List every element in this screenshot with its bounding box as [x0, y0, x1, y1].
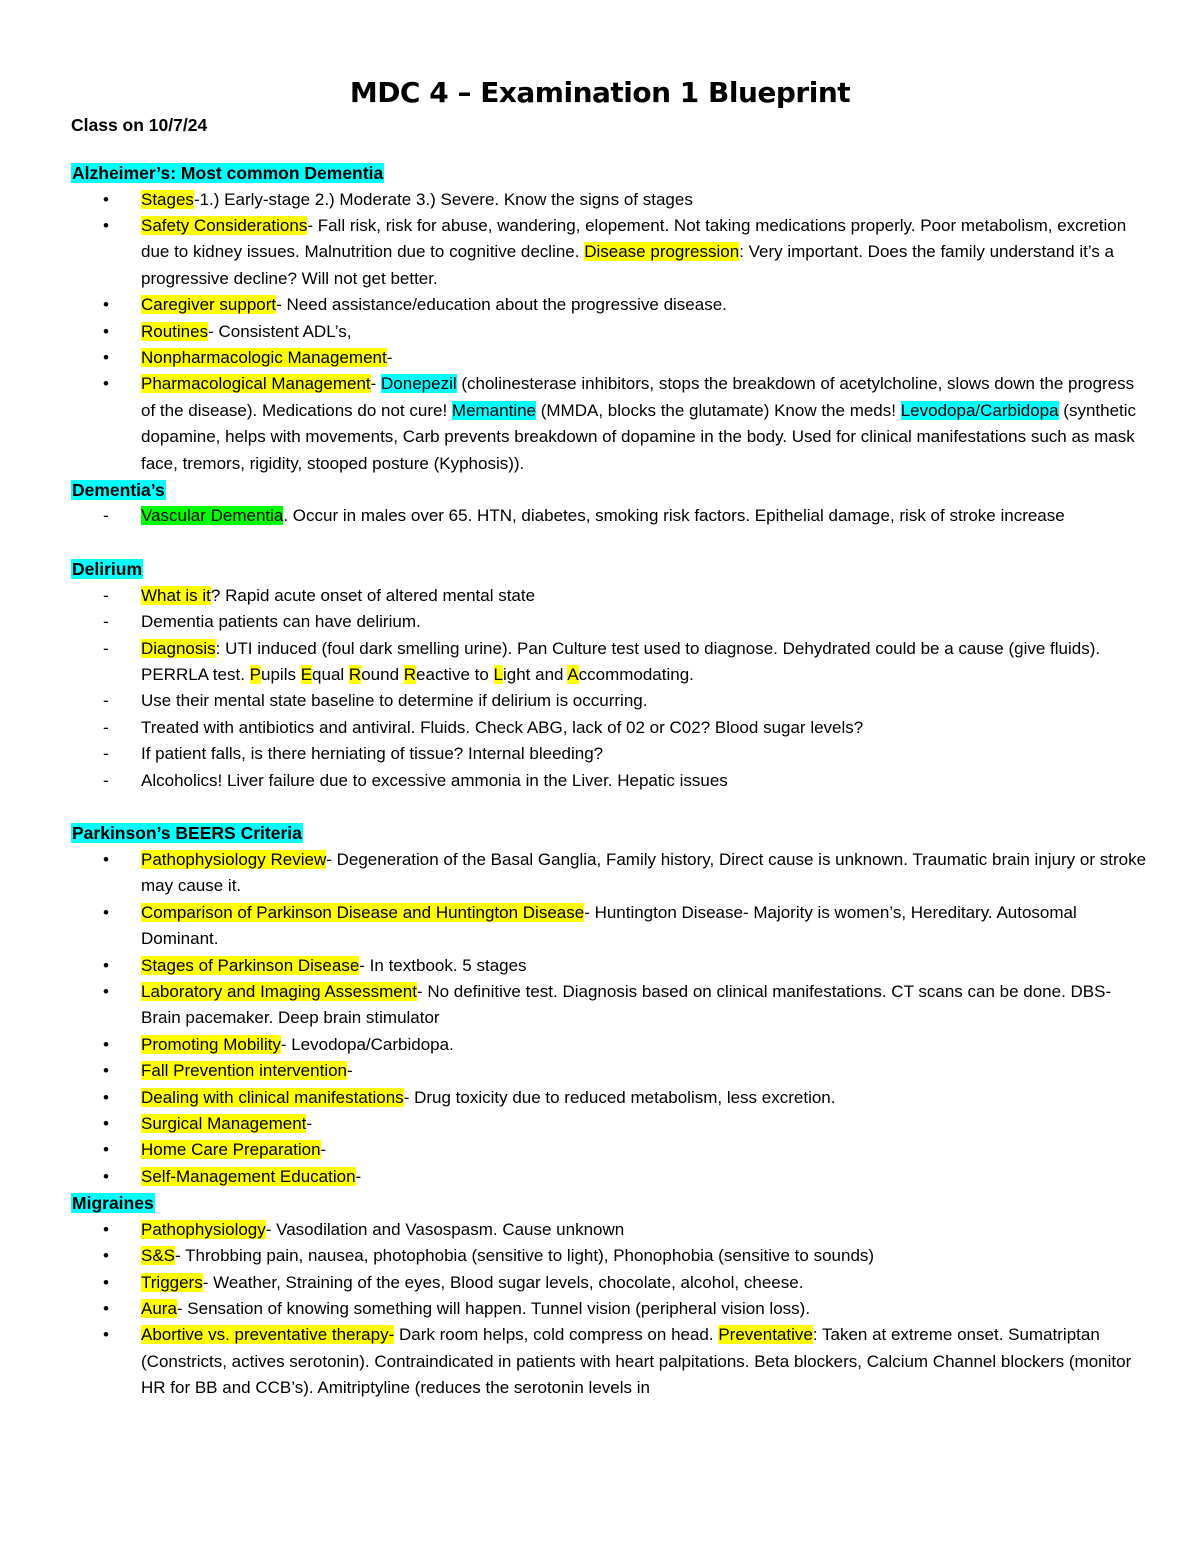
highlighted-term: Nonpharmacologic Management — [141, 347, 387, 367]
section-heading-text: Parkinson’s BEERS Criteria — [72, 823, 302, 844]
item-text: ccommodating. — [578, 664, 694, 684]
dash-icon: - — [103, 691, 109, 711]
dash-icon: - — [103, 717, 109, 737]
bullet-icon: • — [103, 1061, 109, 1081]
highlighted-term: S&S — [141, 1246, 176, 1266]
bullet-icon: • — [103, 1325, 109, 1345]
bullet-icon: • — [103, 1140, 109, 1160]
item-text: : Very important. Does the family understand it’s a progressive decline? Will not get better. — [141, 242, 1115, 288]
bullet-icon: • — [103, 1166, 109, 1186]
bullet-list — [71, 847, 1151, 1190]
highlighted-term: Dealing with clinical manifestations — [141, 1087, 404, 1107]
highlighted-term: Caregiver support — [141, 295, 277, 315]
document-title: MDC 4 – Examination 1 Blueprint — [349, 76, 851, 109]
bullet-list — [71, 583, 1151, 794]
section-heading — [71, 1190, 1151, 1217]
highlighted-term: Levodopa/Carbidopa — [900, 400, 1059, 420]
highlighted-term: Fall Prevention intervention — [141, 1061, 348, 1081]
item-text: qual — [312, 664, 349, 684]
section-heading-text: Migraines — [72, 1193, 154, 1214]
blank-line — [71, 794, 1151, 820]
item-text: - Vasodilation and Vasospasm. Cause unknown — [265, 1219, 625, 1239]
item-text: - — [306, 1113, 313, 1133]
bullet-icon: • — [103, 215, 109, 235]
item-text: (synthetic dopamine, helps with movements, Carb prevents breakdown of dopamine in the body. Used for clinical manifestations such as mask face, tremors, rigidity, stooped posture (Kyphosis)). — [141, 400, 1137, 473]
item-text: Alcoholics! Liver failure due to excessive ammonia in the Liver. Hepatic issues — [141, 770, 728, 790]
item-text: - Throbbing pain, nausea, photophobia (sensitive to light), Phonophobia (sensitive to sounds) — [175, 1246, 875, 1266]
item-text: - In textbook. 5 stages — [359, 955, 527, 975]
list-item — [71, 1296, 1151, 1322]
list-item — [71, 741, 1151, 767]
section-heading-text: Dementia’s — [72, 479, 165, 500]
highlighted-term: Stages — [141, 189, 194, 209]
item-text: - — [347, 1061, 353, 1081]
highlighted-term: P — [249, 664, 262, 684]
list-item — [71, 1032, 1151, 1058]
list-item — [71, 609, 1151, 635]
list-item — [71, 292, 1151, 318]
list-item — [71, 503, 1151, 529]
highlighted-term: Pathophysiology — [141, 1219, 266, 1239]
highlighted-term: L — [493, 664, 503, 684]
highlighted-term: Safety Considerations — [141, 215, 308, 235]
item-text: If patient falls, is there herniating of tissue? Internal bleeding? — [141, 744, 604, 764]
class-date: Class on 10/7/24 — [71, 115, 208, 135]
item-text: - — [320, 1140, 327, 1160]
item-text: Dark room helps, cold compress on head. — [394, 1325, 719, 1345]
bullet-icon: • — [103, 902, 109, 922]
item-text: - Degeneration of the Basal Ganglia, Family history, Direct cause is unknown. Traumatic brain injury or stroke may cause it. — [141, 849, 1147, 896]
item-text: ? Rapid acute onset of altered mental state — [210, 585, 536, 605]
dash-icon: - — [103, 612, 109, 632]
highlighted-term: Pharmacological Management — [141, 374, 371, 394]
section — [71, 556, 1151, 794]
item-text: Treated with antibiotics and antiviral. Fluids. Check ABG, lack of 02 or C02? Blood sugar levels? — [141, 717, 864, 737]
bullet-icon: • — [103, 1246, 109, 1266]
highlighted-term: Routines — [141, 321, 209, 341]
list-item — [71, 1137, 1151, 1163]
list-item — [71, 187, 1151, 213]
list-item — [71, 847, 1151, 900]
bullet-icon: • — [103, 955, 109, 975]
highlighted-term: Surgical Management — [141, 1113, 307, 1133]
item-text: - Levodopa/Carbidopa. — [280, 1034, 454, 1054]
highlighted-term: Aura — [141, 1298, 177, 1318]
item-text: - Fall risk, risk for abuse, wandering, elopement. Not taking medications properly. Poor metabolism, excretion due to kidney issues. Malnutrition due to cognitive decline. — [141, 215, 1127, 262]
list-item — [71, 345, 1151, 371]
item-text: : UTI induced (foul dark smelling urine). Pan Culture test used to diagnose. Dehydrated could be a cause (give fluids). PERRLA test. — [141, 638, 1101, 684]
section-heading — [71, 160, 1151, 187]
bullet-icon: • — [103, 981, 109, 1001]
section — [71, 477, 1151, 530]
bullet-icon: • — [103, 295, 109, 315]
highlighted-term: R — [348, 664, 362, 684]
list-item — [71, 953, 1151, 979]
dash-icon: - — [103, 638, 109, 658]
highlighted-term: E — [300, 664, 313, 684]
highlighted-term: Stages of Parkinson Disease — [141, 955, 360, 975]
list-item — [71, 1164, 1151, 1190]
highlighted-term: Donepezil — [381, 374, 457, 394]
highlighted-term: Abortive vs. preventative therapy- — [141, 1325, 395, 1345]
item-text: - No definitive test. Diagnosis based on clinical manifestations. CT scans can be done. DBS- Brain pacemaker. Deep brain stimulator — [141, 981, 1112, 1028]
list-item — [71, 900, 1151, 953]
item-text: eactive to — [416, 664, 494, 684]
item-text: . Occur in males over 65. HTN, diabetes, smoking risk factors. Epithelial damage, risk of stroke increase — [283, 506, 1065, 526]
item-text: - Drug toxicity due to reduced metabolism, less excretion. — [403, 1087, 836, 1107]
highlighted-term: A — [567, 664, 579, 684]
highlighted-term: Disease progression — [584, 242, 740, 262]
dash-icon: - — [103, 585, 109, 605]
list-item — [71, 1243, 1151, 1269]
item-text: (cholinesterase inhibitors, stops the breakdown of acetylcholine, slows down the progress of the disease). Medications do not cure! — [141, 374, 1135, 420]
bullet-list — [71, 503, 1151, 529]
list-item — [71, 1270, 1151, 1296]
item-text: ight and — [503, 664, 568, 684]
bullet-icon: • — [103, 347, 109, 367]
bullet-list — [71, 187, 1151, 477]
list-item — [71, 688, 1151, 714]
list-item — [71, 715, 1151, 741]
item-text: ound — [361, 664, 404, 684]
bullet-icon: • — [103, 849, 109, 869]
bullet-icon: • — [103, 1087, 109, 1107]
highlighted-term: What is it — [141, 585, 211, 605]
section-heading-text: Alzheimer’s: Most common Dementia — [72, 163, 384, 183]
section-heading — [71, 477, 1151, 504]
item-text: - — [370, 374, 382, 394]
bullet-icon: • — [103, 1272, 109, 1292]
list-item — [71, 1111, 1151, 1137]
item-text: - Huntington Disease- Majority is women’s, Hereditary. Autosomal Dominant. — [141, 902, 1077, 949]
highlighted-term: Comparison of Parkinson Disease and Huntington Disease — [141, 902, 585, 922]
section-heading — [71, 556, 1151, 583]
item-text: - Need assistance/education about the progressive disease. — [276, 295, 727, 315]
bullet-icon: • — [103, 321, 109, 341]
item-text: - Sensation of knowing something will happen. Tunnel vision (peripheral vision loss). — [176, 1298, 811, 1318]
item-text: Use their mental state baseline to determine if delirium is occurring. — [141, 691, 648, 711]
section-heading — [71, 820, 1151, 847]
bullet-icon: • — [103, 374, 109, 394]
highlighted-term: Home Care Preparation — [141, 1140, 321, 1160]
section — [71, 820, 1151, 1190]
list-item — [71, 213, 1151, 292]
bullet-icon: • — [103, 1219, 109, 1239]
highlighted-term: Preventative — [718, 1325, 813, 1345]
bullet-icon: • — [103, 1298, 109, 1318]
item-text: - Weather, Straining of the eyes, Blood sugar levels, chocolate, alcohol, cheese. — [202, 1272, 804, 1292]
item-text: - Consistent ADL’s, — [208, 321, 352, 341]
dash-icon: - — [103, 744, 109, 764]
list-item — [71, 636, 1151, 689]
document-body — [71, 160, 1151, 1402]
dash-icon: - — [103, 506, 109, 526]
highlighted-term: Vascular Dementia — [141, 506, 284, 526]
list-item — [71, 1322, 1151, 1401]
item-text: : Taken at extreme onset. Sumatriptan (Constricts, actives serotonin). Contraindicated in patients with heart palpitations. Beta blockers, Calcium Channel blockers (monitor HR for BB and CCB’s). Amitriptyline (reduces the serotonin levels in — [141, 1325, 1132, 1398]
highlighted-term: Pathophysiology Review — [141, 849, 327, 869]
item-text: - — [355, 1166, 362, 1186]
item-text: upils — [261, 664, 301, 684]
highlighted-term: Memantine — [451, 400, 537, 420]
highlighted-term: Laboratory and Imaging Assessment — [141, 981, 417, 1001]
list-item — [71, 319, 1151, 345]
section — [71, 1190, 1151, 1401]
bullet-icon: • — [103, 1034, 109, 1054]
section — [71, 160, 1151, 477]
item-text: -1.) Early-stage 2.) Moderate 3.) Severe. Know the signs of stages — [193, 189, 693, 209]
highlighted-term: Self-Management Education — [141, 1166, 356, 1186]
list-item — [71, 1058, 1151, 1084]
bullet-list — [71, 1217, 1151, 1402]
highlighted-term: Promoting Mobility — [141, 1034, 281, 1054]
blank-line — [71, 530, 1151, 556]
list-item — [71, 979, 1151, 1032]
list-item — [71, 1217, 1151, 1243]
bullet-icon: • — [103, 1113, 109, 1133]
item-text: - — [386, 347, 393, 367]
list-item — [71, 583, 1151, 609]
highlighted-term: Triggers — [141, 1272, 203, 1292]
section-heading-text: Delirium — [72, 559, 143, 580]
bullet-icon: • — [103, 189, 109, 209]
list-item — [71, 371, 1151, 477]
item-text: Dementia patients can have delirium. — [141, 612, 421, 632]
list-item — [71, 768, 1151, 794]
dash-icon: - — [103, 770, 109, 790]
highlighted-term: R — [403, 664, 417, 684]
item-text: (MMDA, blocks the glutamate) Know the meds! — [536, 400, 901, 420]
highlighted-term: Diagnosis — [141, 638, 216, 658]
list-item — [71, 1085, 1151, 1111]
